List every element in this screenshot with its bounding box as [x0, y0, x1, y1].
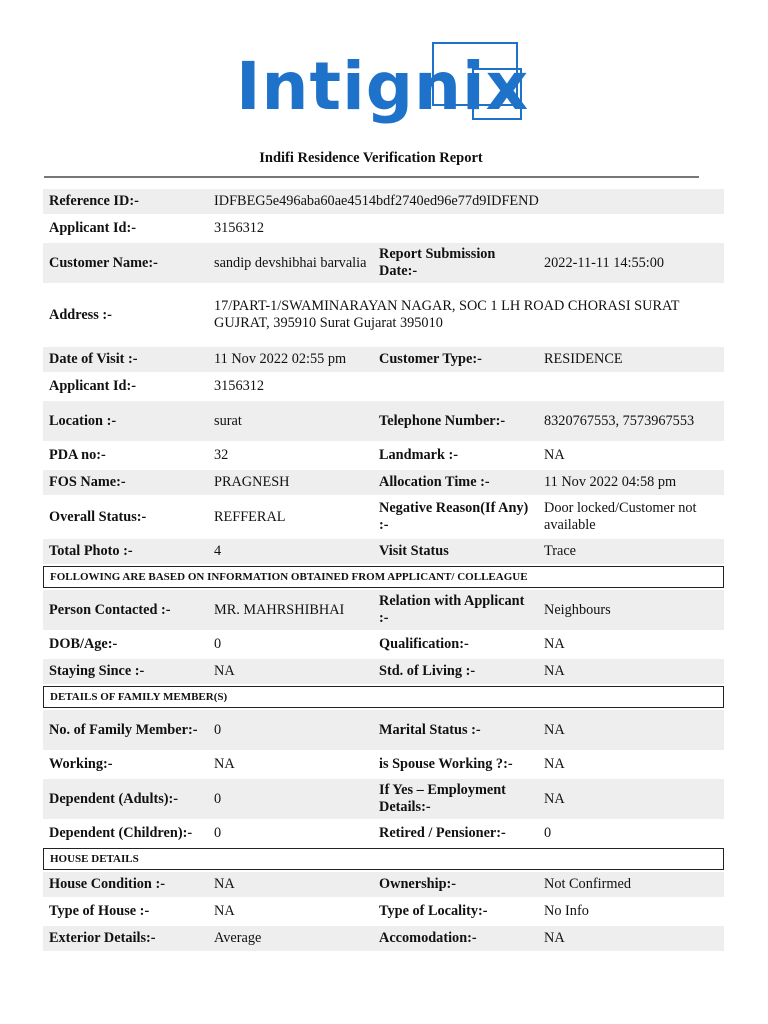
- field-value: NA: [214, 756, 235, 772]
- brand-name: Intignix: [236, 48, 530, 125]
- field-value: MR. MAHRSHIBHAI: [214, 601, 345, 618]
- section-header: [43, 686, 724, 708]
- field-label: Dependent (Adults):-: [49, 790, 179, 807]
- field-label: Marital Status :-: [379, 721, 481, 738]
- field-label: House Condition :-: [49, 876, 165, 892]
- field-label: Landmark :-: [379, 447, 459, 463]
- section-header: [43, 566, 724, 588]
- field-value: NA: [214, 876, 235, 892]
- field-value: Door locked/Customer not available: [544, 500, 697, 533]
- field-value: NA: [214, 663, 235, 679]
- field-row: [43, 590, 724, 630]
- field-value: NA: [544, 447, 565, 463]
- field-label: Type of House :-: [49, 903, 150, 919]
- field-value: 0: [214, 790, 222, 807]
- field-value: Trace: [544, 543, 577, 559]
- field-row: [43, 899, 724, 924]
- field-value: 4: [214, 543, 222, 559]
- field-value: REFFERAL: [214, 508, 286, 525]
- field-label: If Yes – Employment Details:-: [379, 782, 506, 815]
- field-row: [43, 710, 724, 750]
- field-label: Exterior Details:-: [49, 930, 156, 946]
- field-row: [43, 443, 724, 468]
- field-value: No Info: [544, 903, 589, 919]
- field-row: [43, 374, 724, 399]
- field-label: Reference ID:-: [49, 193, 139, 209]
- field-value: NA: [544, 756, 565, 772]
- field-value: Neighbours: [544, 601, 611, 618]
- field-value: surat: [214, 412, 242, 429]
- field-label: Allocation Time :-: [379, 474, 490, 490]
- field-value: 32: [214, 447, 229, 463]
- field-label: Dependent (Children):-: [49, 825, 193, 841]
- field-label: Location :-: [49, 412, 117, 429]
- field-label: Total Photo :-: [49, 543, 133, 559]
- field-label: Visit Status: [379, 543, 449, 559]
- field-value: 0: [214, 825, 222, 841]
- field-value: 11 Nov 2022 02:55 pm: [214, 351, 347, 367]
- field-label: Telephone Number:-: [379, 412, 506, 429]
- field-row: [43, 347, 724, 372]
- field-row: [43, 632, 724, 657]
- field-value: NA: [544, 721, 565, 738]
- section-title: FOLLOWING ARE BASED ON INFORMATION OBTAINED FROM APPLICANT/ COLLEAGUE: [50, 570, 528, 583]
- field-label: Customer Type:-: [379, 351, 482, 367]
- field-label: No. of Family Member:-: [49, 721, 198, 738]
- field-label: is Spouse Working ?:-: [379, 756, 513, 772]
- field-label: Accomodation:-: [379, 930, 477, 946]
- field-label: Relation with Applicant :-: [379, 593, 525, 626]
- field-value: PRAGNESH: [214, 474, 290, 490]
- field-value: 11 Nov 2022 04:58 pm: [544, 474, 677, 490]
- field-row: [43, 872, 724, 897]
- report-table: [43, 189, 724, 951]
- field-value: 0: [214, 721, 222, 738]
- field-label: DOB/Age:-: [49, 636, 118, 652]
- title-divider: [44, 176, 699, 178]
- field-label: FOS Name:-: [49, 474, 126, 490]
- section-title: DETAILS OF FAMILY MEMBER(S): [50, 690, 228, 703]
- field-label: Negative Reason(If Any) :-: [379, 500, 529, 533]
- field-value: NA: [544, 930, 565, 946]
- field-label: Staying Since :-: [49, 663, 145, 679]
- field-label: Working:-: [49, 756, 113, 772]
- field-label: Ownership:-: [379, 876, 457, 892]
- field-row: [43, 189, 724, 214]
- field-label: Type of Locality:-: [379, 903, 488, 919]
- field-value: 17/PART-1/SWAMINARAYAN NAGAR, SOC 1 LH ROAD CHORASI SURAT GUJRAT, 395910 Surat Gujarat 395010: [214, 298, 680, 331]
- field-label: Report Submission Date:-: [379, 246, 496, 279]
- section-title: HOUSE DETAILS: [50, 852, 139, 865]
- field-row: [43, 216, 724, 241]
- field-label: Qualification:-: [379, 636, 469, 652]
- field-value: Average: [214, 930, 262, 946]
- field-row: [43, 243, 724, 283]
- field-row: [43, 752, 724, 777]
- field-value: 0: [544, 825, 552, 841]
- field-row: [43, 926, 724, 951]
- field-value: RESIDENCE: [544, 351, 623, 367]
- field-row: [43, 285, 724, 345]
- brand-logo: [236, 38, 536, 138]
- field-value: 3156312: [214, 220, 265, 236]
- field-value: IDFBEG5e496aba60ae4514bdf2740ed96e77d9IDFEND: [214, 193, 539, 209]
- field-label: Std. of Living :-: [379, 663, 476, 679]
- section-header: [43, 848, 724, 870]
- field-row: [43, 497, 724, 537]
- field-value: 0: [214, 636, 222, 652]
- field-label: Applicant Id:-: [49, 378, 136, 394]
- field-value: 3156312: [214, 378, 265, 394]
- field-label: Customer Name:-: [49, 254, 158, 271]
- field-value: sandip devshibhai barvalia: [214, 254, 367, 271]
- field-row: [43, 470, 724, 495]
- field-label: PDA no:-: [49, 447, 106, 463]
- field-value: Not Confirmed: [544, 876, 631, 892]
- field-label: Overall Status:-: [49, 508, 147, 525]
- field-value: 8320767553, 7573967553: [544, 412, 695, 429]
- field-label: Retired / Pensioner:-: [379, 825, 506, 841]
- field-value: 2022-11-11 14:55:00: [544, 254, 665, 271]
- field-row: [43, 779, 724, 819]
- report-title: Indifi Residence Verification Report: [259, 150, 483, 166]
- field-value: NA: [214, 903, 235, 919]
- field-value: NA: [544, 663, 565, 679]
- field-row: [43, 401, 724, 441]
- field-value: NA: [544, 790, 565, 807]
- field-label: Applicant Id:-: [49, 220, 136, 236]
- field-row: [43, 821, 724, 846]
- field-label: Address :-: [49, 306, 112, 323]
- field-value: NA: [544, 636, 565, 652]
- field-label: Date of Visit :-: [49, 351, 138, 367]
- field-row: [43, 539, 724, 564]
- field-row: [43, 659, 724, 684]
- field-label: Person Contacted :-: [49, 601, 171, 618]
